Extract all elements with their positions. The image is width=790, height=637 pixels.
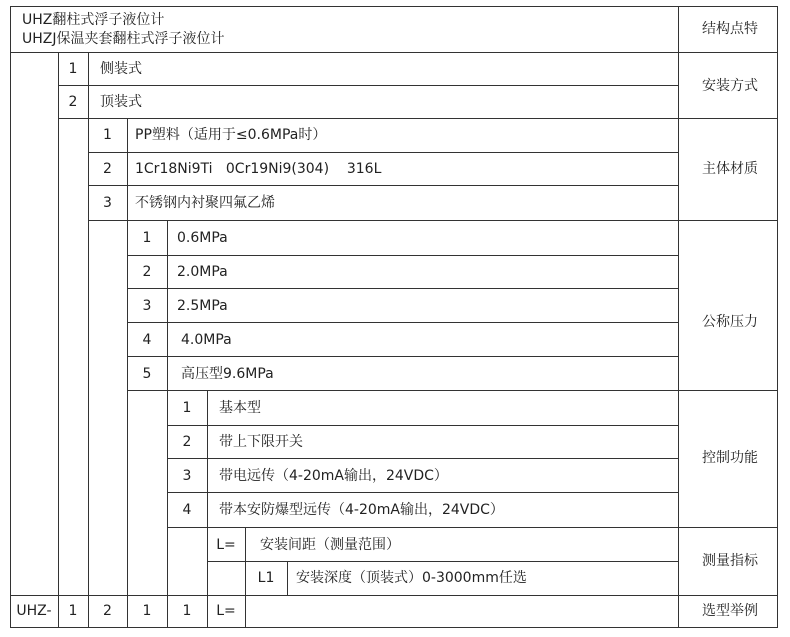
title-line-1: UHZ翻柱式浮子液位计: [22, 12, 165, 28]
control-label: 控制功能: [702, 450, 758, 466]
divider: [167, 425, 678, 426]
divider: [167, 527, 778, 528]
control-num-4: 4: [182, 502, 192, 518]
pressure-text-3: 2.5MPa: [177, 298, 228, 314]
divider: [127, 255, 678, 256]
pressure-num-1: 1: [142, 230, 152, 246]
mounting-num-2: 2: [68, 94, 78, 110]
example-cell-model: UHZ-: [16, 603, 52, 619]
border-left: [10, 6, 11, 628]
column-divider: [58, 52, 59, 628]
mounting-text-2: 顶装式: [100, 94, 142, 110]
divider: [207, 561, 678, 562]
pressure-num-3: 3: [142, 298, 152, 314]
pressure-num-2: 2: [142, 264, 152, 280]
label-column-divider: [678, 6, 679, 628]
material-text-2: 1Cr18Ni9Ti 0Cr19Ni9(304) 316L: [135, 161, 382, 177]
mounting-text-1: 侧装式: [100, 61, 142, 77]
material-text-3: 不锈钢内衬聚四氟乙烯: [135, 195, 275, 211]
column-divider: [287, 561, 288, 595]
pressure-text-4: 4.0MPa: [181, 332, 232, 348]
pressure-text-5: 高压型9.6MPa: [181, 366, 274, 382]
divider: [88, 152, 678, 153]
example-cell-pressure: 1: [142, 603, 152, 619]
column-divider: [127, 118, 128, 220]
example-cell-material: 2: [103, 603, 112, 619]
measure-num-1: L=: [216, 537, 236, 553]
pressure-text-2: 2.0MPa: [177, 264, 228, 280]
divider: [127, 288, 678, 289]
divider: [127, 390, 778, 391]
example-cell-control: 1: [182, 603, 192, 619]
measure-text-2: 安装深度（顶装式）0-3000mm任选: [296, 570, 527, 586]
measure-text-1: 安装间距（测量范围）: [260, 537, 400, 553]
example-cell-mounting: 1: [68, 603, 78, 619]
pressure-num-4: 4: [142, 332, 152, 348]
material-label: 主体材质: [702, 161, 758, 177]
column-divider: [207, 390, 208, 527]
title-line-2: UHZJ保温夹套翻柱式浮子液位计: [22, 31, 225, 47]
header-right-label: 结构点特: [702, 21, 758, 37]
divider: [58, 118, 778, 119]
control-text-4: 带本安防爆型远传（4-20mA输出，24VDC）: [219, 502, 504, 518]
column-divider: [167, 220, 168, 390]
measure-num-2: L1: [257, 570, 275, 586]
divider: [10, 595, 778, 596]
divider: [167, 492, 678, 493]
border-bottom: [10, 627, 778, 628]
mounting-label: 安装方式: [702, 78, 758, 94]
divider: [58, 85, 678, 86]
divider: [10, 52, 778, 53]
column-divider: [88, 52, 89, 119]
divider: [88, 220, 778, 221]
material-num-2: 2: [103, 161, 112, 177]
divider: [127, 322, 678, 323]
material-num-3: 3: [103, 195, 112, 211]
control-text-3: 带电远传（4-20mA输出，24VDC）: [219, 468, 448, 484]
material-num-1: 1: [103, 127, 112, 143]
column-divider: [127, 220, 128, 628]
divider: [127, 356, 678, 357]
control-num-2: 2: [182, 434, 192, 450]
mounting-num-1: 1: [68, 61, 78, 77]
pressure-label: 公称压力: [702, 314, 758, 330]
pressure-text-1: 0.6MPa: [177, 230, 228, 246]
control-text-1: 基本型: [219, 400, 261, 416]
example-label: 选型举例: [702, 603, 758, 619]
control-text-2: 带上下限开关: [219, 434, 303, 450]
control-num-1: 1: [182, 400, 192, 416]
measure-label: 测量指标: [702, 553, 758, 569]
example-cell-length: L=: [216, 603, 236, 619]
divider: [167, 458, 678, 459]
border-top: [10, 6, 778, 7]
divider: [88, 185, 678, 186]
material-text-1: PP塑料（适用于≤0.6MPa时）: [135, 127, 327, 143]
pressure-num-5: 5: [142, 366, 152, 382]
control-num-3: 3: [182, 468, 192, 484]
column-divider: [245, 527, 246, 561]
